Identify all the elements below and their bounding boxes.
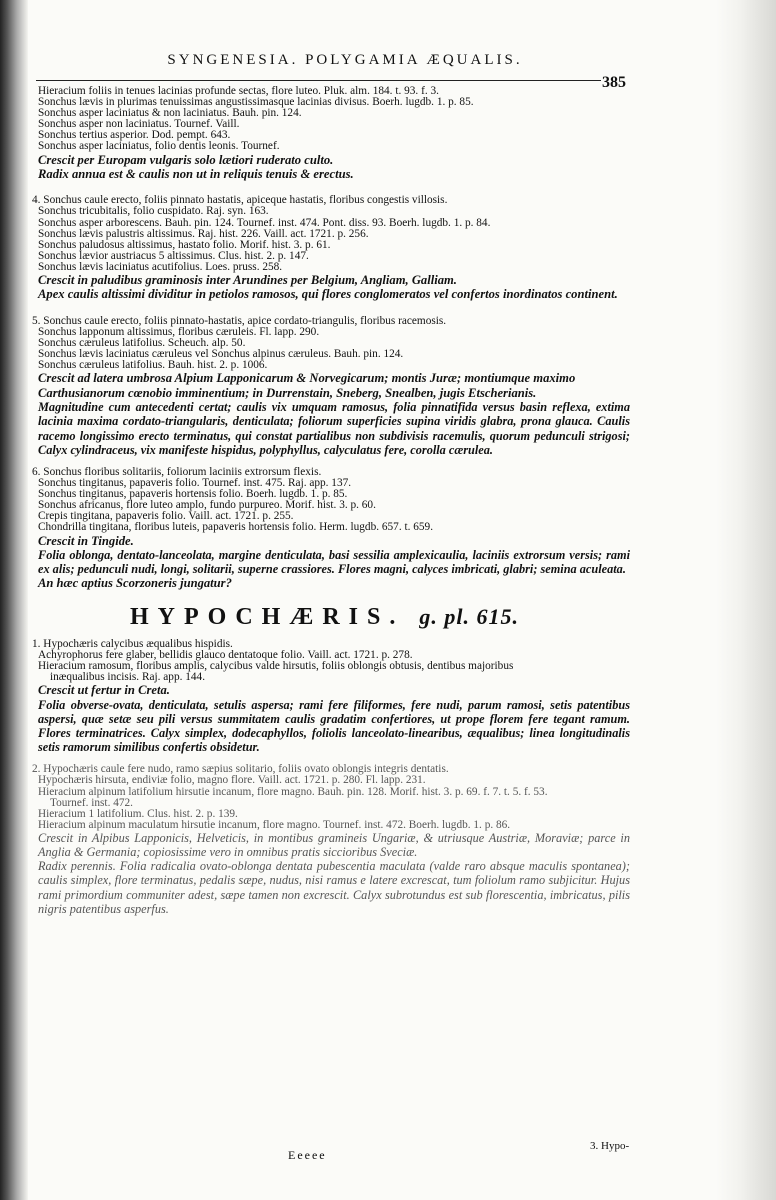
signature-mark: Eeeee [288,1148,327,1162]
entry-sonchus-6 [32,467,630,591]
synonym-line: Sonchus tingitanus, papaveris folio. Tournef. inst. 475. Raj. app. 137. [38,477,352,490]
entry-hypochaeris-1 [32,639,630,755]
synonym-line: Sonchus tricubitalis, folio cuspidato. Raj. syn. 163. [38,205,269,218]
synonym-line: Hieracium 1 latifolium. Clus. hist. 2. p. 139. [38,807,238,820]
catchword: 3. Hypo- [590,1140,630,1152]
synonym-line: Hieracium alpinum latifolium hirsutie incanum, flore magno. Bauh. pin. 128. Morif. hist. 3. p. 69. f. 7. t. 5. f. 53. [38,785,548,798]
synonym-line: Sonchus paludosus altissimus, hastato folio. Morif. hist. 3. p. 61. [38,238,331,251]
entry-sonchus-4 [32,195,630,301]
synonym-line: Sonchus lævis laciniatus cæruleus vel Sonchus alpinus cæruleus. Bauh. pin. 124. [38,348,404,361]
entry-hypochaeris-2 [32,764,630,916]
synonym-line: Sonchus lævis laciniatus acutifolius. Loes. pruss. 258. [38,260,283,273]
synonym-line: Sonchus cæruleus latifolius. Bauh. hist. 2. p. 1006. [38,359,268,372]
root-note: Radix annua est & caulis non ut in reliquis tenuis & erectus. [38,166,354,181]
page-edge-shadow [716,0,776,1200]
synonym-line: Hypochæris hirsuta, endiviæ folio, magno flore. Vaill. act. 1721. p. 280. Fl. lapp. 231. [38,774,426,787]
entry-sonchus-5 [32,316,630,457]
synonym-line: inæqualibus incisis. Raj. app. 144. [50,671,206,683]
synonym-line: Crepis tingitana, papaveris folio. Vaill. act. 1721. p. 255. [38,510,294,523]
synonym-line: Chondrilla tingitana, floribus luteis, papaveris hortensis folio. Herm. lugdb. 657. t. 659. [38,521,434,534]
question-note: An hæc aptius Scorzoneris jungatur? [38,576,232,591]
genus-reference: g. pl. 615. [419,603,519,629]
description-text: Folia oblonga, dentato-lanceolata, margine denticulata, basi sessilia amplexicaulia, laciniis extrorsum versis; rami ex alis; pedunculi nudi, longi, solitarii, superne crassiores. Flores magni, calyces imbricati, glabri; semina aculeata. [38,547,630,577]
description-text: Apex caulis altissimi dividitur in petiolos ramosos, qui flores conglomeratos vel confertos inordinatos continent. [38,287,618,302]
synonym-line: Sonchus asper arborescens. Bauh. pin. 124. Tournef. inst. 474. Pont. diss. 93. Boerh. lugdb. 1. p. 84. [38,216,491,229]
habitat-text: Crescit ut fertur in Creta. [38,683,170,698]
synonym-line: Sonchus asper laciniatus & non laciniatus. Bauh. pin. 124. [38,107,302,120]
synonym-line: Tournef. inst. 472. [50,796,133,809]
habitat-text: Crescit ad latera umbrosa Alpium Lapponicarum & Norvegicarum; montis Juræ; montiumque maximo Carthusianorum cœnobio imminentium; in Durrenstain, Sneberg, Snealben, jugis Etscherianis. [38,371,576,400]
habitat-text: Crescit in paludibus graminosis inter Arundines per Belgium, Angliam, Galliam. [38,273,457,288]
synonym-line: Achyrophorus fere glaber, bellidis glauco dentatoque folio. Vaill. act. 1721. p. 278. [38,648,413,661]
synonym-line: Sonchus asper laciniatus, folio dentis leonis. Tournef. [38,140,280,153]
page-number: 385 [602,74,626,91]
header-rule [36,80,601,81]
synonym-line: Sonchus lævis in plurimas tenuissimas angustissimasque lacinias divisus. Boerh. lugdb. 1. p. 85. [38,96,474,109]
page-text [32,86,630,916]
species-diagnosis: 6. Sonchus floribus solitariis, foliorum laciniis extrorsum flexis. [32,465,322,478]
synonym-line: Hieracium foliis in tenues lacinias profunde sectas, flore luteo. Pluk. alm. 184. t. 93. f. 3. [38,85,439,97]
habitat-text: Crescit in Alpibus Lapponicis, Helveticis, in montibus gramineis Ungariæ, & utriusque Austriæ, Moraviæ; parce in Anglia & Germania; copiosissime vero in omnibus pratis siccioribus Sveciæ. [38,830,630,860]
running-head: SYNGENESIA. POLYGAMIA ÆQUALIS. [167,52,523,68]
gutter-shadow [0,0,28,1200]
species-diagnosis: 2. Hypochæris caule fere nudo, ramo sæpius solitario, foliis ovato oblongis integris dentatis. [32,763,449,776]
description-text: Magnitudine cum antecedenti certat; caulis vix umquam ramosus, folia pinnatifida versus basin reflexa, extima lacinia maxima cordato-triangularis, denticulata; foliorum superficies supina viridis glabra, prona glauca. Caulis racemo longissimo erecto terminatus, qui constat partialibus non subdivisis racemulis, quorum pedunculi strigosi; Calyx cylindraceus, vix manifeste hispidus, polyphyllus, calyculatus fere, corolla cærulea. [38,400,630,457]
habitat-text: Crescit in Tingide. [38,533,134,548]
synonym-line: Hieracium ramosum, floribus amplis, calycibus valde hirsutis, foliis oblongis obtusis, dentibus majoribus [38,659,514,672]
synonym-line: Sonchus africanus, flore luteo amplo, fundo purpureo. Morif. hist. 3. p. 60. [38,499,376,512]
synonym-line: Sonchus tertius asperior. Dod. pempt. 643. [38,129,231,142]
species-diagnosis: 5. Sonchus caule erecto, foliis pinnato-hastatis, apice cordato-triangulis, floribus racemosis. [32,314,447,327]
description-text: Folia obverse-ovata, denticulata, setulis aspersa; rami fere filiformes, fere nudi, parum ramosi, setis patentibus aspersi, quæ setæ seu pili versus summitatem caulis gradatim confertiores, ut prope florem fere tegant ramum. Flores terminatrices. Calyx simplex, dodecaphyllos, foliolis lanceolato-linearibus, æqualibus; linea longitudinalis setis ramorum similibus confertis obsidetur. [38,697,630,755]
genus-name: HYPOCHÆRIS. [130,603,405,630]
species-diagnosis: 4. Sonchus caule erecto, foliis pinnato hastatis, apiceque hastatis, floribus congestis villosis. [32,194,448,207]
sonchus-continued-synonyms [32,86,630,181]
species-diagnosis: 1. Hypochæris calycibus æqualibus hispidis. [32,637,233,650]
synonym-line: Sonchus cæruleus latifolius. Scheuch. alp. 50. [38,337,246,350]
description-text: Radix perennis. Folia radicalia ovato-oblonga dentata pubescentia maculata (valde raro absque maculis spontanea); caulis simplex, flore terminatus, pedalis sæpe, nudus, nisi ramus e latere excrescat, tum foliolum ramo subjicitur. Hujus rami primordium communiter adest, sæpe tamen non excrescit. Calyx subrotundus est sub florescentia, imbricatus, pilis nigris patentibus asperfus. [38,859,630,916]
synonym-line: Sonchus asper non laciniatus. Tournef. Vaill. [38,118,240,131]
synonym-line: Hieracium alpinum maculatum hirsutie incanum, flore magno. Tournef. inst. 472. Boerh. lugdb. 1. p. 86. [38,818,511,831]
synonym-line: Sonchus lapponum altissimus, floribus cæruleis. Fl. lapp. 290. [38,325,320,338]
synonym-line: Sonchus tingitanus, papaveris hortensis folio. Boerh. lugdb. 1. p. 85. [38,488,348,501]
synonym-line: Sonchus lævior austriacus 5 altissimus. Clus. hist. 2. p. 147. [38,249,309,262]
genus-heading [32,603,630,631]
habitat-text: Crescit per Europam vulgaris solo lætiori ruderato culto. [38,152,334,167]
synonym-line: Sonchus lævis palustris altissimus. Raj. hist. 226. Vaill. act. 1721. p. 256. [38,227,369,240]
